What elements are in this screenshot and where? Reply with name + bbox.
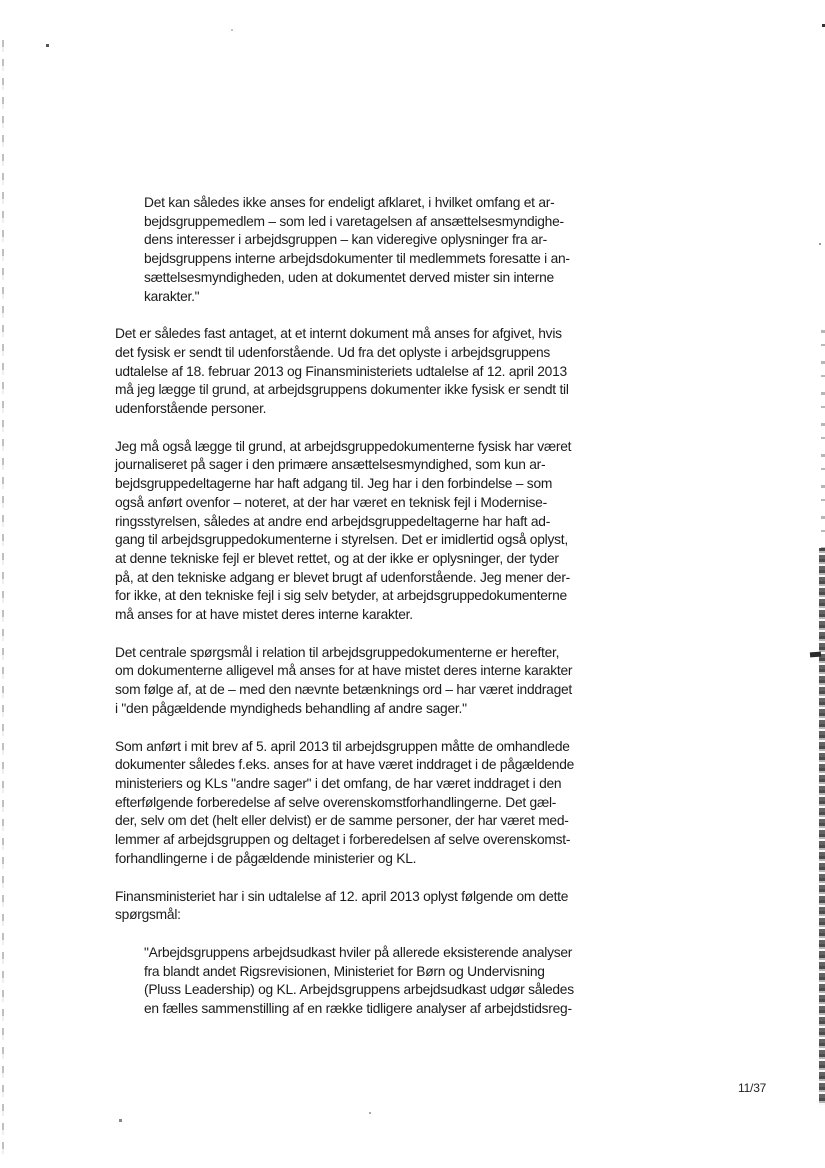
paragraph-body-4	[115, 738, 605, 869]
text-line: en fælles sammenstilling af en række tidligere analyser af arbejdstidsreg-	[144, 1001, 572, 1017]
text-line: Det er således fast antaget, at et internt dokument må anses for afgivet, hvis	[115, 326, 562, 342]
text-line: dokumenter således f.eks. anses for at have været inddraget i de pågældende	[115, 757, 575, 773]
text-line: dens interesser i arbejdsgruppen – kan videregive oplysninger fra ar-	[144, 232, 548, 248]
text-line: forhandlingerne i de pågældende ministerier og KL.	[115, 850, 417, 866]
text-line: Det centrale spørgsmål i relation til arbejdsgruppedokumenterne er herefter,	[115, 644, 560, 660]
text-line: journaliseret på sager i den primære ansættelsesmyndighed, som kun ar-	[115, 457, 546, 473]
text-line: Som anført i mit brev af 5. april 2013 til arbejdsgruppen måtte de omhandlede	[115, 738, 570, 754]
text-line: også anført ovenfor – noteret, at der har været en teknisk fejl i Modernise-	[115, 494, 547, 510]
scan-speck	[231, 29, 233, 31]
text-line: "Arbejdsgruppens arbejdsudkast hviler på allerede eksisterende analyser	[144, 944, 573, 960]
text-line: karakter."	[144, 288, 200, 304]
text-line: spørgsmål:	[115, 907, 181, 923]
text-line: om dokumenterne alligevel må anses for at have mistet deres interne karakter	[115, 663, 573, 679]
text-line: for ikke, at den tekniske fejl i sig selv betyder, at arbejdsgruppedokumenterne	[115, 588, 567, 604]
text-line: Finansministeriet har i sin udtalelse af 12. april 2013 oplyst følgende om dette	[115, 888, 569, 904]
paragraph-body-3	[115, 644, 605, 719]
page-number: 11/37	[738, 1081, 767, 1095]
text-line: det fysisk er sendt til udenforstående. Ud fra det oplyste i arbejdsgruppens	[115, 344, 551, 360]
text-line: sættelsesmyndigheden, uden at dokumentet derved mister sin interne	[144, 269, 554, 285]
text-line: i "den pågældende myndigheds behandling af andre sager."	[115, 700, 467, 716]
text-column	[115, 194, 605, 1038]
scan-artifact-right-edge-sparse	[821, 330, 825, 550]
scan-artifact-dash	[810, 652, 821, 658]
scan-speck	[369, 1112, 371, 1114]
paragraph-body-2	[115, 438, 605, 625]
text-line: udtalelse af 18. februar 2013 og Finansministeriets udtalelse af 12. april 2013	[115, 363, 567, 379]
text-line: på, at den tekniske adgang er blevet brugt af udenforstående. Jeg mener der-	[115, 569, 571, 585]
text-line: ringsstyrelsen, således at andre end arbejdsgruppedeltagerne har haft ad-	[115, 513, 551, 529]
scan-artifact-right-edge-dense	[819, 548, 825, 1105]
text-line: efterfølgende forberedelse af selve overenskomstforhandlingerne. Det gæl-	[115, 794, 557, 810]
text-line: bejdsgruppemedlem – som led i varetagelsen af ansættelsesmyndighe-	[144, 213, 564, 229]
text-line: (Pluss Leadership) og KL. Arbejdsgruppens arbejdsudkast udgør således	[144, 982, 574, 998]
scan-speck	[819, 243, 821, 245]
paragraph-body-5	[115, 888, 605, 925]
text-line: Jeg må også lægge til grund, at arbejdsgruppedokumenterne fysisk har været	[115, 438, 572, 454]
text-line: Det kan således ikke anses for endeligt afklaret, i hvilket omfang et ar-	[144, 195, 555, 210]
paragraph-quote-1	[144, 194, 605, 306]
text-line: at denne tekniske fejl er blevet rettet, og at der ikke er oplysninger, der tyder	[115, 550, 559, 566]
text-line: må anses for at have mistet deres interne karakter.	[115, 607, 413, 623]
text-line: må jeg lægge til grund, at arbejdsgruppens dokumenter ikke fysisk er sendt til	[115, 382, 569, 398]
text-line: som følge af, at de – med den nævnte betænknings ord – har været inddraget	[115, 682, 573, 698]
paragraph-body-1	[115, 325, 605, 419]
scan-artifact-left-edge	[2, 40, 4, 1160]
scan-speck	[119, 1119, 122, 1122]
text-line: bejdsgruppedeltagerne har haft adgang til. Jeg har i den forbindelse – som	[115, 476, 553, 492]
text-line: gang til arbejdsgruppedokumenterne i styrelsen. Det er imidlertid også oplyst,	[115, 532, 568, 548]
text-line: lemmer af arbejdsgruppen og deltaget i forberedelsen af selve overenskomst-	[115, 832, 571, 848]
paragraph-quote-2	[144, 944, 605, 1019]
text-line: fra blandt andet Rigsrevisionen, Ministeriet for Børn og Undervisning	[144, 963, 545, 979]
scan-speck	[46, 44, 49, 47]
text-line: ministeriers og KLs "andre sager" i det omfang, de har været inddraget i den	[115, 775, 562, 791]
text-line: bejdsgruppens interne arbejdsdokumenter til medlemmets foresatte i an-	[144, 251, 570, 267]
text-line: udenforstående personer.	[115, 401, 267, 417]
text-line: der, selv om det (helt eller delvist) er de samme personer, der har været med-	[115, 813, 569, 829]
